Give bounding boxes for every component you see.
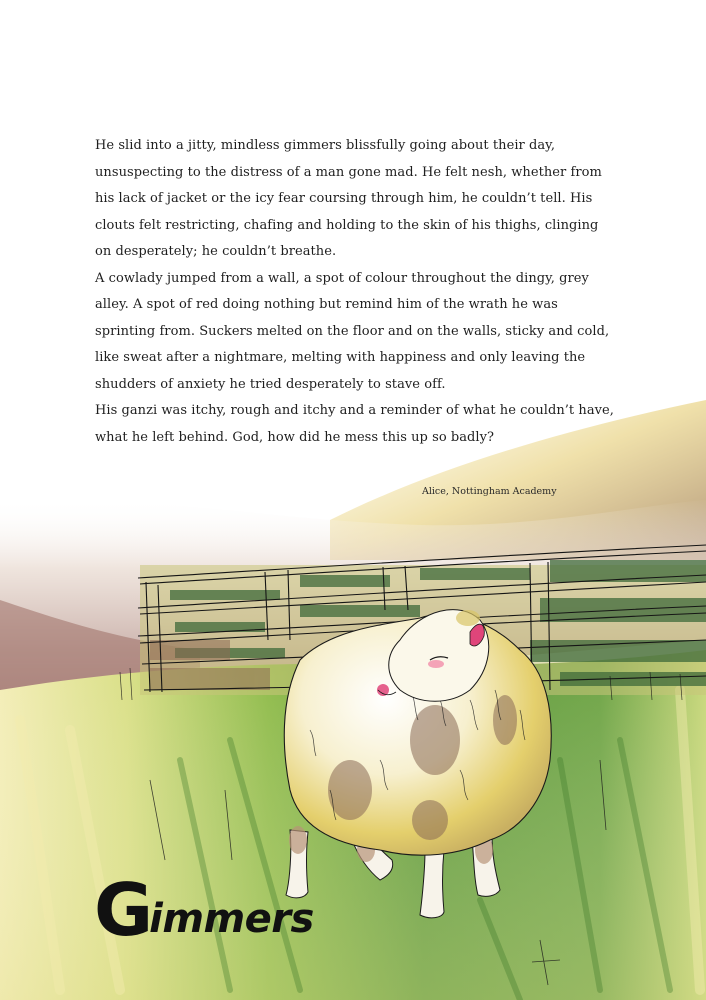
author-byline: Alice, Nottingham Academy bbox=[422, 486, 557, 497]
title-initial: G bbox=[94, 868, 152, 952]
page-title bbox=[94, 868, 314, 952]
story-paragraph: He slid into a jitty, mindless gimmers blissfully going about their day, unsuspecting to the distress of a man gone mad. He felt nesh, whether from his lack of jacket or the icy fear coursing through him, he couldn’t tell. His clouts felt restricting, chafing and holding to the skin of his thighs, clinging on desperately; he couldn’t breathe. bbox=[95, 138, 602, 259]
story-paragraph: A cowlady jumped from a wall, a spot of colour throughout the dingy, grey alley. A spot of red doing nothing but remind him of the wrath he was sprinting from. Suckers melted on the floor and on the walls, sticky and cold, like sweat after a nightmare, melting with happiness and only leaving the shudders of anxiety he tried desperately to stave off. bbox=[95, 270, 610, 392]
story-text bbox=[95, 133, 615, 451]
title-rest: immers bbox=[149, 896, 314, 942]
story-paragraph: His ganzi was itchy, rough and itchy and a reminder of what he couldn’t have, what he left behind. God, how did he mess this up so badly? bbox=[95, 403, 614, 445]
